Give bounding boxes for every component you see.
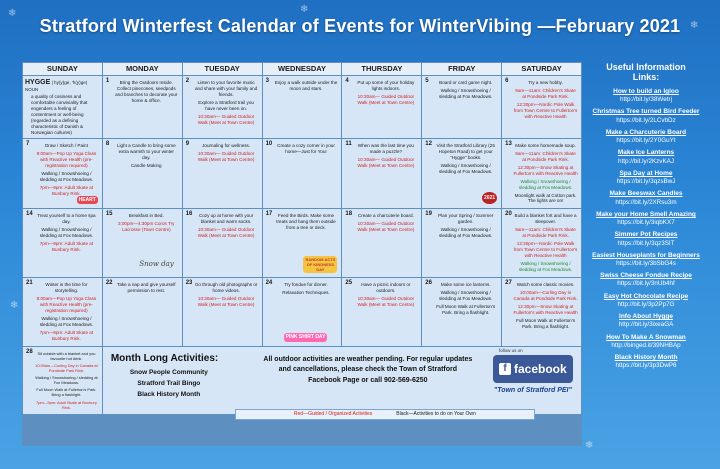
- day-number: 23: [185, 280, 193, 287]
- event-text: 10:30am— Guided Outdoor Walk (Meet at Town Centre): [197, 113, 255, 125]
- day-cell-7: [23, 139, 102, 209]
- sidebar-link-url[interactable]: https://bit.ly/3iqbKX7: [617, 219, 675, 227]
- event-text: Go through old photographs or home videos.: [194, 282, 258, 294]
- sidebar-link-item: [592, 88, 700, 104]
- day-cell-18: [342, 209, 421, 277]
- event-text: 7pm—9pm: Adult Skate at Bunbury Rink.: [39, 241, 94, 253]
- event-text: Take a nap and give yourself permission to rest.: [117, 282, 176, 294]
- event-text: Board or card game night.: [439, 80, 493, 85]
- event-text: 9am—11am: Children's Skate at Pondside Park Rink.: [515, 150, 576, 162]
- day-cell-13: [502, 139, 581, 209]
- day-cell-25: [342, 278, 421, 346]
- event-text: 10:30am— Guided Outdoor Walk (Meet at Town Centre): [197, 296, 255, 308]
- page-title: Stratford Winterfest Calendar of Events for WinterVibing —February 2021: [39, 16, 681, 36]
- event-text: Enjoy a walk outside under the moon and stars.: [274, 80, 338, 91]
- day-cell-12: [422, 139, 501, 209]
- event-text: Winter is the time for storytelling.: [45, 282, 88, 294]
- event-text: 7pm—9pm: Adult Skate at Bunbury Rink.: [39, 184, 94, 196]
- day-number: 6: [505, 78, 509, 84]
- event-text: 10:30am— Guided Outdoor Walk (Meet at Town Centre): [357, 93, 415, 105]
- event-text: Draw / Sketch / Paint: [44, 142, 88, 148]
- day-cell-9: [183, 139, 262, 209]
- hygge-pronunciation: | hy(y)ge, 'h(y)ge|: [51, 80, 88, 85]
- day-number: 19: [425, 211, 432, 218]
- event-text: 10:30am— Guided Outdoor Walk (Meet at Town Centre): [357, 221, 415, 233]
- event-text: 10:30am— Guided Outdoor Walk (Meet at Town Centre): [357, 156, 415, 168]
- day-number: 24: [265, 280, 273, 287]
- day-header: THURSDAY: [342, 63, 421, 75]
- sidebar-link-url[interactable]: http://bit.ly/2KzvKAJ: [618, 157, 674, 165]
- snowflake-icon: ❄: [8, 8, 17, 19]
- sidebar-link-label[interactable]: Swiss Cheese Fondue Recipe: [600, 272, 692, 280]
- day-number: 9: [185, 140, 190, 147]
- day-cell-17: [263, 209, 342, 277]
- event-text: 12:30pm—Snow Skating at Fullerton's with Reactive Health: [513, 164, 578, 176]
- event-text: Moonlight walk at Cotton park. The lights are on!: [514, 192, 577, 204]
- event-text: Walking / Snowshoeing / sledding at Fox Meadows.: [39, 316, 94, 327]
- sidebar-link-item: [592, 149, 700, 165]
- sidebar-link-item: [592, 334, 700, 350]
- day-number: 7: [26, 140, 30, 147]
- color-legend: [235, 409, 535, 420]
- day-cell-15: [103, 209, 182, 277]
- day-header: SUNDAY: [23, 63, 102, 75]
- day-number: 12: [425, 140, 432, 147]
- event-text: Make some homemade soup.: [515, 142, 576, 148]
- day-number: 11: [345, 140, 352, 147]
- notice-line: Facebook Page or call 902-569-6250: [308, 376, 428, 384]
- event-text: 7pm—9pm: Adult Skate at Bunbury Rink.: [36, 399, 97, 410]
- event-text: Relaxation Techniques.: [282, 290, 330, 296]
- heart-ribbon-icon: HEART: [78, 196, 96, 203]
- legend-black: Black—Activities to do on Your Own: [396, 410, 476, 417]
- event-text: 10:30am— Guided Outdoor Walk (Meet at Town Centre): [357, 296, 415, 308]
- event-text: Walking / Snowshoeing / sledding at Fox Meadows.: [518, 178, 573, 190]
- hygge-definition: a quality of cosiness and comfortable conviviality that engenders a feeling of contentment or well-being (regarded as a defining characteristic of Danish & Norwegian cultures): [31, 93, 88, 135]
- sidebar-link-url[interactable]: https://bit.ly/3qzsBwJ: [616, 178, 676, 186]
- notice-line: and cancellations, please check the Town of Stratford: [278, 366, 458, 374]
- hygge-definition-cell: [23, 76, 102, 138]
- event-text: Try fondue for dinner.: [284, 282, 328, 288]
- event-text: Walking / Snowshoeing / sledding at Fox Meadows.: [39, 227, 94, 239]
- event-text: Have a picnic indoors or outdoors.: [361, 282, 411, 294]
- sidebar-link-label[interactable]: Make Ice Lanterns: [617, 149, 675, 157]
- day-header: SATURDAY: [502, 63, 581, 75]
- facebook-follow-text: follow us on: [498, 347, 523, 353]
- day-cell-5: [422, 76, 501, 138]
- event-text: Sit outside with a blanket and you favourite hot drink.: [37, 350, 96, 361]
- event-text: Journaling for wellness.: [202, 142, 251, 148]
- snowflake-icon: ❄: [300, 4, 309, 15]
- event-text: Full Moon Walk at Fullerton's Park. Bring a flashlight.: [36, 387, 97, 398]
- sidebar-link-url[interactable]: https://bit.ly/2Y0GuYt: [616, 137, 676, 145]
- sidebar-link-label[interactable]: Simmer Pot Recipes: [614, 231, 678, 239]
- day-cell-23: [183, 278, 262, 346]
- day-number: 21: [26, 280, 33, 287]
- day-number: 15: [105, 211, 113, 218]
- event-text: 3:00pm—4:30pm Coros Try Lacrosse (Town Centre): [118, 221, 175, 233]
- month-activity-item: Black History Month: [137, 390, 201, 398]
- day-number: 26: [425, 280, 432, 287]
- event-text: Plan your Spring / Summer garden.: [438, 213, 494, 225]
- day-cell-19: [422, 209, 501, 277]
- event-text: Make some ice lanterns.: [440, 282, 491, 288]
- event-text: Breakfast in Bed.: [128, 213, 164, 219]
- day-cell-20: [502, 209, 581, 277]
- event-text: 12:30pm—Nordic Pole Walk from Town Centre to Fullerton's with Reactive Health: [513, 241, 578, 259]
- day-number: 22: [105, 280, 113, 287]
- sidebar-link-label[interactable]: Make a Charcuterie Board: [605, 128, 687, 136]
- sidebar-link-url[interactable]: https://bit.ly/2XRsu3m: [615, 198, 677, 206]
- snowflake-icon: ❄: [10, 300, 19, 311]
- pink-shirt-day-badge: PINK SHIRT DAY: [285, 334, 326, 341]
- day-cell-4: [342, 76, 421, 138]
- event-text: 7pm—9pm: Adult Skate at Bunbury Rink.: [39, 329, 94, 341]
- event-text: 10:30am— Guided Outdoor Walk (Meet at Town Centre): [197, 150, 255, 162]
- sidebar-link-label[interactable]: Make Beeswax Candles: [609, 190, 683, 198]
- sidebar-link-url[interactable]: https://bit.ly/3qz3SIT: [617, 239, 675, 247]
- event-text: Candle Making: [130, 162, 162, 168]
- event-text: Put up some of your holiday lights indoors.: [357, 80, 415, 91]
- sidebar-link-label[interactable]: Easiest Houseplants for Beginners: [592, 251, 700, 259]
- event-text: Full Moon Walk at Fullerton's Park. Bring a flashlight.: [436, 304, 496, 316]
- kindness-day-badge: RANDOM ACTS OF KINDNESS DAY: [303, 256, 337, 274]
- month-activities-title: Month Long Activities:: [110, 352, 219, 364]
- event-text: 10:30am— Guided Outdoor Walk (Meet at Town Centre): [197, 227, 255, 239]
- sidebar-link-label[interactable]: Black History Month: [614, 354, 678, 362]
- year-badge-icon: 2021: [482, 192, 497, 205]
- event-text: Walking / Snowshoeing / sledding at Fox Meadows.: [39, 170, 94, 182]
- hygge-word: HYGGE: [25, 79, 51, 86]
- sidebar-link-item: [592, 272, 700, 288]
- sidebar-link-url[interactable]: https://bit.ly/3nUb4hf: [617, 280, 675, 288]
- sidebar-link-url[interactable]: http://bit.ly/3p2Pp7G: [617, 300, 675, 308]
- event-text: Visit the Stratford Library (25 Hopeton Road) to get your "Hygge" books.: [436, 142, 495, 160]
- day-cell-1: [103, 76, 182, 138]
- sidebar-link-item: [592, 129, 700, 145]
- day-number: 14: [26, 211, 33, 218]
- event-text: Walking / Snowshoeing / sledding at Fox Meadows.: [518, 261, 573, 273]
- sidebar-link-item: [592, 190, 700, 206]
- sidebar-link-label[interactable]: Make your Home Smell Amazing: [596, 210, 696, 218]
- sidebar-link-url[interactable]: http://bit.ly/3ixeaGA: [618, 321, 674, 329]
- sidebar-link-url[interactable]: http://bit.ly/38Wetrj: [619, 96, 673, 104]
- sidebar-link-label[interactable]: How to build an Igloo: [613, 88, 679, 95]
- day-number: 5: [425, 78, 429, 84]
- day-number: 10: [265, 140, 273, 147]
- calendar-grid: [22, 62, 582, 446]
- event-text: Watch some classic movies.: [516, 282, 575, 288]
- event-text: Listen to your favorite music and share with your family and friends.: [194, 80, 258, 97]
- day-cell-27: [502, 278, 581, 346]
- day-number: 2: [185, 78, 190, 84]
- weather-notice: [248, 355, 488, 387]
- day-cell-22: [103, 278, 182, 346]
- event-text: Feed the Birds. Make some treats and hang them outside from a tree or deck.: [276, 213, 336, 231]
- event-text: Build a blanket fort and have a sleepover.: [514, 213, 577, 225]
- day-header: MONDAY: [103, 63, 182, 75]
- facebook-icon: f: [499, 363, 511, 375]
- day-number: 13: [505, 140, 512, 147]
- notice-line: All outdoor activities are weather pending. For regular updates: [263, 355, 473, 363]
- day-number: 20: [505, 211, 512, 218]
- event-text: Bring the Outdoors Inside. Collect pinecones, seedpods and branches to decorate your home & office.: [115, 80, 178, 103]
- day-number: 16: [185, 211, 193, 218]
- event-text: Try a new hobby.: [528, 80, 563, 85]
- sidebar-link-url[interactable]: https://bit.ly/3bSbG4s: [616, 260, 676, 267]
- event-text: 12:30pm—Nordic Pole Walk from Town Centre to Fullerton's with Reactive Health: [513, 101, 578, 119]
- facebook-logo[interactable]: [493, 355, 573, 383]
- hygge-pos: NOUN: [25, 87, 39, 93]
- day-cell-14: [23, 209, 102, 277]
- sidebar-link-item: [592, 170, 700, 186]
- event-text: 9am—11am: Children's Skate at Pondside Park Rink.: [515, 227, 576, 239]
- sidebar-link-item: [592, 313, 700, 329]
- sidebar-link-label[interactable]: Spa Day at Home: [619, 169, 673, 177]
- day-header: FRIDAY: [422, 63, 501, 75]
- day-cell-24: [263, 278, 342, 346]
- day-number: 18: [345, 211, 353, 218]
- day-cell-10: [263, 139, 342, 209]
- sidebar-link-item: [592, 252, 700, 268]
- event-text: 12:30pm—Snow Skating at Fullerton's with Reactive Health: [513, 304, 578, 316]
- day-number: 17: [265, 211, 273, 218]
- event-text: Light a Candle to bring some extra warmth to your winter day.: [116, 142, 176, 160]
- day-cell-26: [422, 278, 501, 346]
- month-activities-list: [119, 369, 219, 402]
- sidebar-link-label[interactable]: Info About Hygge: [619, 313, 673, 321]
- day-number: 4: [345, 78, 349, 84]
- event-text: Treat yourself to a home spa day.: [37, 213, 96, 225]
- day-header: WEDNESDAY: [263, 63, 342, 75]
- info-panel: [103, 347, 581, 417]
- event-text: Walking / Snowshoeing / sledding at Fox Meadows.: [439, 87, 493, 99]
- event-text: 10:00am—Curling Day in Canada at Pondside Park Rink.: [513, 290, 578, 302]
- sidebar-link-item: [592, 231, 700, 247]
- event-text: Full Moon Walk at Fullerton's Park. Bring a flashlight.: [516, 318, 576, 329]
- event-text: Explore a Stratford trail you have never been on.: [198, 99, 254, 111]
- day-cell-21: [23, 278, 102, 346]
- sidebar-link-label[interactable]: Christmas Tree turned Bird Feeder: [592, 108, 700, 116]
- legend-red: Red—Guided / Organized Activities: [293, 410, 373, 417]
- event-text: Walking / Snowshoeing / sledding at Fox Meadows.: [439, 227, 493, 239]
- day-number: 1: [105, 78, 110, 84]
- sidebar-link-url[interactable]: https://bit.ly/2LCvbDz: [616, 116, 676, 124]
- sidebar-link-item: [592, 211, 700, 227]
- sidebar-link-item: [592, 354, 700, 370]
- snowflake-icon: ❄: [585, 440, 594, 451]
- day-cell-3: [263, 76, 342, 138]
- event-text: Walking / Snowshoeing / sledding at Fox Meadows.: [439, 290, 493, 302]
- sidebar-link-url[interactable]: http://binged.it/39NHBAp: [611, 341, 681, 349]
- event-text: Create a cozy corner in your home—Just for You!: [277, 142, 335, 154]
- day-cell-2: [183, 76, 262, 138]
- day-number: 8: [105, 140, 110, 147]
- day-cell-16: [183, 209, 262, 277]
- event-text: Create a charcuterie board.: [357, 213, 414, 219]
- event-text: 9am—11am: Children's Skate at Pondside Park Rink.: [515, 87, 576, 99]
- event-text: 9:00am—Pop Up Yoga Class with Reactive Health (pre-registration required): [36, 150, 97, 168]
- day-header: TUESDAY: [183, 63, 262, 75]
- facebook-page-name: "Town of Stratford PEI": [493, 386, 572, 394]
- day-cell-6: [502, 76, 581, 138]
- month-activity-item: Snow People Community: [129, 368, 208, 376]
- snow-day-sketch: Snow day: [139, 260, 174, 269]
- sidebar-link-item: [592, 293, 700, 309]
- event-text: 9:00am—Pop Up Yoga Class with Reactive Health (pre-registration required): [36, 296, 97, 314]
- day-cell-11: [342, 139, 421, 209]
- sidebar-link-label[interactable]: Easy Hot Chocolate Recipe: [603, 292, 689, 300]
- day-cell-28: [23, 347, 102, 414]
- event-text: Walking / Snowshoeing / sledding at Fox Meadows.: [35, 375, 98, 386]
- day-number: 3: [265, 78, 269, 84]
- event-text: 10:00am—Curling Day in Canada at Pondside Park Rink.: [35, 363, 98, 374]
- useful-links-sidebar: [592, 62, 700, 375]
- sidebar-link-item: [592, 108, 700, 124]
- sidebar-link-url[interactable]: https://bit.ly/3p3DwP6: [615, 362, 677, 370]
- day-number: 28: [26, 348, 33, 355]
- sidebar-link-label[interactable]: How To Make A Snowman: [606, 333, 686, 341]
- day-number: 25: [345, 280, 353, 287]
- facebook-word: facebook: [514, 361, 567, 376]
- event-text: Cozy up at home with your blanket and warm socks.: [198, 213, 254, 225]
- day-number: 27: [505, 280, 512, 287]
- snowflake-icon: ❄: [690, 20, 699, 31]
- month-activity-item: Stratford Trail Bingo: [137, 379, 201, 387]
- event-text: Walking / Snowshoeing / sledding at Fox Meadows.: [439, 162, 493, 174]
- sidebar-title: Useful Information Links:: [606, 62, 686, 82]
- event-text: When was the last time you made a puzzle?: [357, 142, 414, 154]
- day-cell-8: [103, 139, 182, 209]
